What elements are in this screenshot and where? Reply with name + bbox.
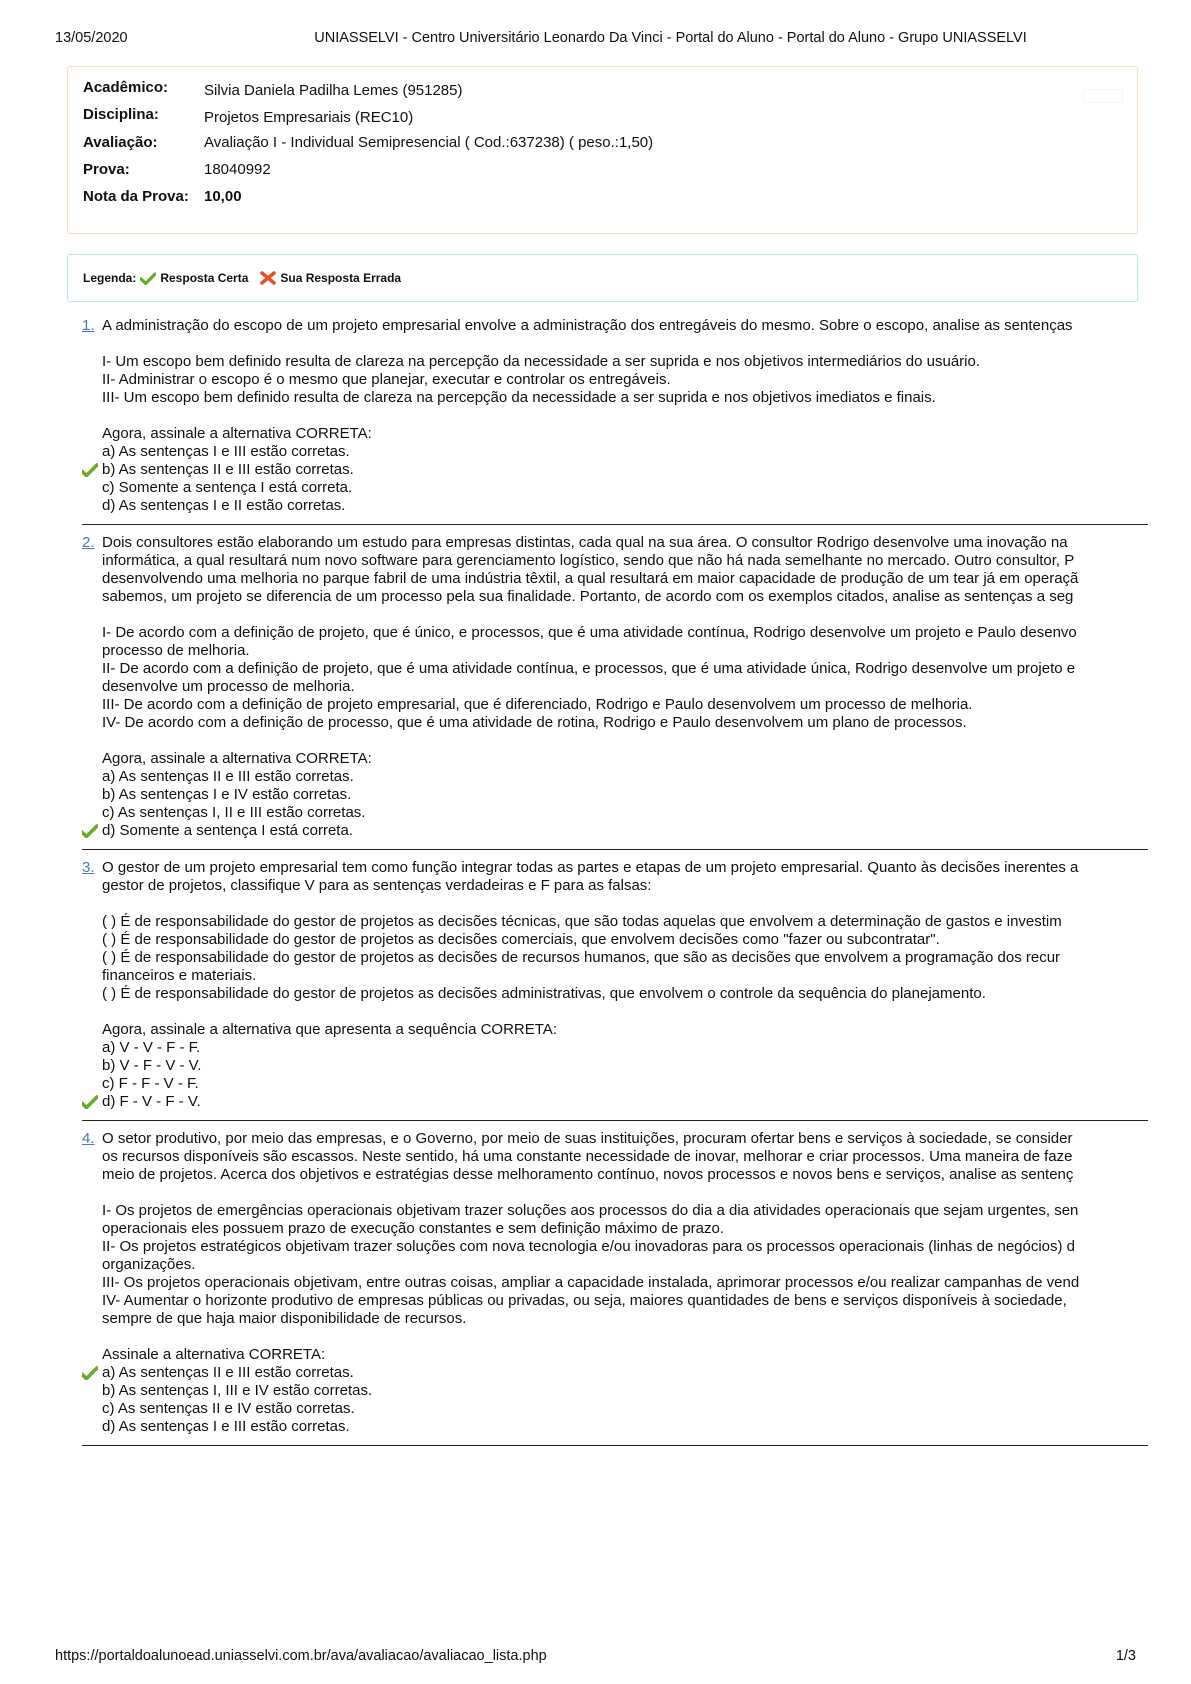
question-text: ( ) É de responsabilidade do gestor de projetos as decisões comerciais, que envolvem decisões como "fazer ou subcontratar". [102, 931, 940, 948]
question-4 [82, 1130, 1148, 1446]
question-3 [82, 859, 1148, 1121]
answer-option-text: d) F - V - F - V. [102, 1093, 201, 1110]
legend-label: Legenda: [83, 271, 137, 285]
paragraph-gap [82, 1328, 1148, 1346]
question-text: Dois consultores estão elaborando um estudo para empresas distintas, cada qual na sua área. O consultor Rodrigo desenvolve uma inovação na [102, 534, 1068, 551]
page-number: 1/3 [1115, 1648, 1136, 1664]
question-text: I- Os projetos de emergências operacionais objetivam trazer soluções aos processos do dia a dia atividades operacionais que sejam urgentes, sen [102, 1202, 1079, 1219]
answer-option-text: c) F - F - V - F. [102, 1075, 199, 1092]
question-text-line [82, 353, 1148, 371]
paragraph-gap [82, 1184, 1148, 1202]
question-text: Agora, assinale a alternativa CORRETA: [102, 425, 372, 442]
answer-option-text: c) As sentenças II e IV estão corretas. [102, 1400, 355, 1417]
question-text-line [82, 534, 1148, 552]
question-text: organizações. [102, 1256, 196, 1273]
questions-list [82, 317, 1148, 1487]
question-text-line [82, 985, 1148, 1003]
question-text: ( ) É de responsabilidade do gestor de projetos as decisões técnicas, que são todas aquelas que envolvem a determinação de gastos e investim [102, 913, 1062, 930]
student-info-box [67, 66, 1138, 234]
legend-correct-label: Resposta Certa [160, 271, 249, 285]
question-text-line [82, 624, 1148, 642]
question-number-link[interactable]: 2. [82, 534, 95, 551]
question-text: os recursos disponíveis são escassos. Neste sentido, há uma constante necessidade de inovar, melhorar e criar processos. Uma maneira de faze [102, 1148, 1073, 1165]
question-text-line [82, 949, 1148, 967]
question-number-link[interactable]: 4. [82, 1130, 95, 1147]
answer-option [82, 1364, 1148, 1382]
disciplina-value: Projetos Empresariais (REC10) [204, 109, 414, 126]
question-text-line [82, 317, 1148, 335]
answer-option [82, 1075, 1148, 1093]
question-text-line [82, 1148, 1148, 1166]
question-text-line [82, 1238, 1148, 1256]
legend-wrong-label: Sua Resposta Errada [280, 271, 402, 285]
question-text: operacionais eles possuem prazo de execução constantes e sem definição máximo de prazo. [102, 1220, 725, 1237]
legend [83, 271, 401, 285]
question-text-line [82, 859, 1148, 877]
question-text-line [82, 931, 1148, 949]
question-number-link[interactable]: 3. [82, 859, 95, 876]
info-corner-box [1083, 89, 1123, 103]
answer-option-text: a) As sentenças I e III estão corretas. [102, 443, 350, 460]
answer-option [82, 1400, 1148, 1418]
question-text: desenvolvendo uma melhoria no parque fabril de uma indústria têxtil, a qual resultará em maior capacidade de produção de um tear já em operaçã [102, 570, 1079, 587]
question-text: Agora, assinale a alternativa que apresenta a sequência CORRETA: [102, 1021, 557, 1038]
avaliacao-value: Avaliação I - Individual Semipresencial ( Cod.:637238) ( peso.:1,50) [204, 134, 654, 151]
footer-url: https://portaldoalunoead.uniasselvi.com.br/ava/avaliacao/avaliacao_lista.php [55, 1648, 547, 1664]
answer-option [82, 461, 1148, 479]
question-text: IV- Aumentar o horizonte produtivo de empresas públicas ou privadas, ou seja, maiores quantidades de bens e serviços disponíveis à sociedade, [102, 1292, 1067, 1309]
question-text: III- De acordo com a definição de projeto empresarial, que é diferenciado, Rodrigo e Paulo desenvolvem um processo de melhoria. [102, 696, 973, 713]
question-text: II- Administrar o escopo é o mesmo que planejar, executar e controlar os entregáveis. [102, 371, 671, 388]
print-date: 13/05/2020 [55, 30, 128, 46]
question-text: informática, a qual resultará num novo software para gerenciamento logístico, sendo que não há nada semelhante no mercado. Outro consultor, P [102, 552, 1075, 569]
question-text: gestor de projetos, classifique V para as sentenças verdadeiras e F para as falsas: [102, 877, 652, 894]
answer-option [82, 768, 1148, 786]
question-number-link[interactable]: 1. [82, 317, 95, 334]
answer-option-text: a) As sentenças II e III estão corretas. [102, 768, 354, 785]
question-text: I- De acordo com a definição de projeto, que é único, e processos, que é uma atividade contínua, Rodrigo desenvolve um projeto e Paulo desenvo [102, 624, 1077, 641]
question-text: IV- De acordo com a definição de processo, que é uma atividade de rotina, Rodrigo e Paulo desenvolvem um plano de processos. [102, 714, 967, 731]
question-text-line [82, 570, 1148, 588]
answer-option-text: b) As sentenças I e IV estão corretas. [102, 786, 352, 803]
wrong-icon [260, 271, 276, 285]
answer-option-text: d) As sentenças I e II estão corretas. [102, 497, 346, 514]
answer-option-text: b) As sentenças I, III e IV estão corretas. [102, 1382, 373, 1399]
question-text-line [82, 660, 1148, 678]
answer-option-text: c) As sentenças I, II e III estão corretas. [102, 804, 366, 821]
avaliacao-label: Avaliação: [83, 134, 158, 151]
answer-option-text: a) As sentenças II e III estão corretas. [102, 1364, 354, 1381]
question-text: III- Os projetos operacionais objetivam, entre outras coisas, ampliar a capacidade instalada, aprimorar processos e/ou realizar campanhas de vend [102, 1274, 1080, 1291]
question-text-line [82, 1292, 1148, 1310]
question-text-line [82, 588, 1148, 606]
question-text-line [82, 913, 1148, 931]
answer-option-text: a) V - V - F - F. [102, 1039, 201, 1056]
question-text-line [82, 389, 1148, 407]
prova-value: 18040992 [204, 161, 271, 178]
question-text: O setor produtivo, por meio das empresas, e o Governo, por meio de suas instituições, procuram ofertar bens e serviços à sociedade, se consider [102, 1130, 1073, 1147]
disciplina-label: Disciplina: [83, 106, 159, 123]
question-text-line [82, 750, 1148, 768]
answer-option [82, 804, 1148, 822]
answer-option-text: c) Somente a sentença I está correta. [102, 479, 353, 496]
question-text: ( ) É de responsabilidade do gestor de projetos as decisões administrativas, que envolvem o controle da sequência do planejamento. [102, 985, 986, 1002]
question-text-line [82, 371, 1148, 389]
answer-option-text: d) Somente a sentença I está correta. [102, 822, 353, 839]
paragraph-gap [82, 407, 1148, 425]
question-text-line [82, 425, 1148, 443]
question-text-line [82, 967, 1148, 985]
paragraph-gap [82, 895, 1148, 913]
question-text-line [82, 1166, 1148, 1184]
question-text-line [82, 877, 1148, 895]
question-text: A administração do escopo de um projeto empresarial envolve a administração dos entregáveis do mesmo. Sobre o escopo, analise as sentenças [102, 317, 1073, 334]
question-text: sabemos, um projeto se diferencia de um processo pela sua finalidade. Portanto, de acordo com os exemplos citados, analise as sentenças a seg [102, 588, 1074, 605]
answer-option [82, 1093, 1148, 1111]
answer-option [82, 443, 1148, 461]
question-text-line [82, 642, 1148, 660]
question-text-line [82, 552, 1148, 570]
academico-value: Silvia Daniela Padilha Lemes (951285) [204, 82, 463, 99]
print-footer [55, 1648, 1136, 1668]
print-header [55, 30, 1136, 50]
nota-label: Nota da Prova: [83, 188, 189, 205]
answer-option [82, 497, 1148, 515]
question-text: processo de melhoria. [102, 642, 250, 659]
answer-option [82, 1039, 1148, 1057]
check-icon [140, 272, 156, 285]
answer-option [82, 479, 1148, 497]
paragraph-gap [82, 1003, 1148, 1021]
question-text: Agora, assinale a alternativa CORRETA: [102, 750, 372, 767]
question-2 [82, 534, 1148, 850]
paragraph-gap [82, 606, 1148, 624]
question-text: Assinale a alternativa CORRETA: [102, 1346, 326, 1363]
legend-box [67, 254, 1138, 302]
question-text-line [82, 1256, 1148, 1274]
answer-option-text: d) As sentenças I e III estão corretas. [102, 1418, 350, 1435]
question-text-line [82, 1274, 1148, 1292]
answer-option [82, 1057, 1148, 1075]
question-text-line [82, 1202, 1148, 1220]
question-text-line [82, 1220, 1148, 1238]
question-text: I- Um escopo bem definido resulta de clareza na percepção da necessidade a ser suprida e nos objetivos intermediários do usuário. [102, 353, 980, 370]
question-text-line [82, 678, 1148, 696]
answer-option [82, 786, 1148, 804]
question-text-line [82, 1310, 1148, 1328]
answer-option [82, 1382, 1148, 1400]
answer-option-text: b) V - F - V - V. [102, 1057, 202, 1074]
question-text: ( ) É de responsabilidade do gestor de projetos as decisões de recursos humanos, que são as decisões que envolvem a programação dos recur [102, 949, 1061, 966]
paragraph-gap [82, 335, 1148, 353]
academico-label: Acadêmico: [83, 79, 169, 96]
paragraph-gap [82, 732, 1148, 750]
print-title: UNIASSELVI - Centro Universitário Leonardo Da Vinci - Portal do Aluno - Portal do Aluno - Grupo UNIASSELVI [314, 30, 1027, 46]
question-text-line [82, 1130, 1148, 1148]
question-text: II- De acordo com a definição de projeto, que é uma atividade contínua, e processos, que é uma atividade única, Rodrigo desenvolve um projeto e [102, 660, 1076, 677]
question-1 [82, 317, 1148, 525]
question-text-line [82, 1021, 1148, 1039]
question-text: financeiros e materiais. [102, 967, 257, 984]
question-text-line [82, 1346, 1148, 1364]
question-text: meio de projetos. Acerca dos objetivos e estratégias desse melhoramento contínuo, novos processos e novos bens e serviços, analise as sentenç [102, 1166, 1074, 1183]
nota-value: 10,00 [204, 188, 242, 205]
question-text-line [82, 714, 1148, 732]
question-text-line [82, 696, 1148, 714]
question-text: O gestor de um projeto empresarial tem como função integrar todas as partes e etapas de um projeto empresarial. Quanto às decisões inerentes a [102, 859, 1079, 876]
answer-option [82, 822, 1148, 840]
question-text: desenvolve um processo de melhoria. [102, 678, 355, 695]
question-text: III- Um escopo bem definido resulta de clareza na percepção da necessidade a ser suprida e nos objetivos imediatos e finais. [102, 389, 936, 406]
prova-label: Prova: [83, 161, 130, 178]
question-text: II- Os projetos estratégicos objetivam trazer soluções com nova tecnologia e/ou inovadoras para os processos operacionais (linhas de negócios) d [102, 1238, 1076, 1255]
answer-option [82, 1418, 1148, 1436]
answer-option-text: b) As sentenças II e III estão corretas. [102, 461, 354, 478]
question-text: sempre de que haja maior disponibilidade de recursos. [102, 1310, 467, 1327]
